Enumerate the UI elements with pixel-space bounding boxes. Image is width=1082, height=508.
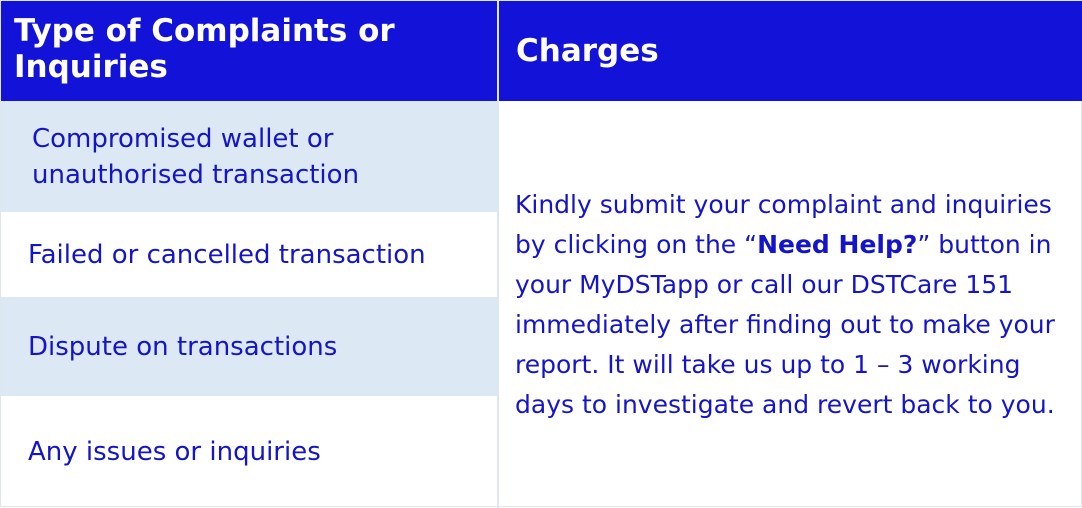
header-type-of-complaints: Type of Complaints or Inquiries bbox=[1, 1, 497, 101]
row-label: Failed or cancelled transaction bbox=[28, 239, 426, 270]
table-row-dispute bbox=[1, 297, 497, 396]
charges-description bbox=[499, 101, 1082, 508]
need-help-label: Need Help? bbox=[757, 230, 918, 259]
table-row-compromised-wallet bbox=[1, 101, 497, 212]
row-label: Any issues or inquiries bbox=[28, 437, 321, 467]
row-label: Dispute on transactions bbox=[28, 331, 338, 362]
table-row-failed-transaction bbox=[1, 212, 497, 297]
charges-text-before: Kindly submit your complaint and inquiries by clicking on the “ bbox=[515, 190, 1052, 259]
charges-text-after: ” button in your MyDSTapp or call our DSTCare 151 immediately after finding out to make your report. It will take us up to 1 – 3 working days to investigate and revert back to you. bbox=[515, 230, 1055, 419]
header-charges: Charges bbox=[499, 1, 1082, 101]
row-label: Compromised wallet or unauthorised transaction bbox=[32, 123, 360, 190]
table-row-any-issues bbox=[1, 396, 497, 508]
